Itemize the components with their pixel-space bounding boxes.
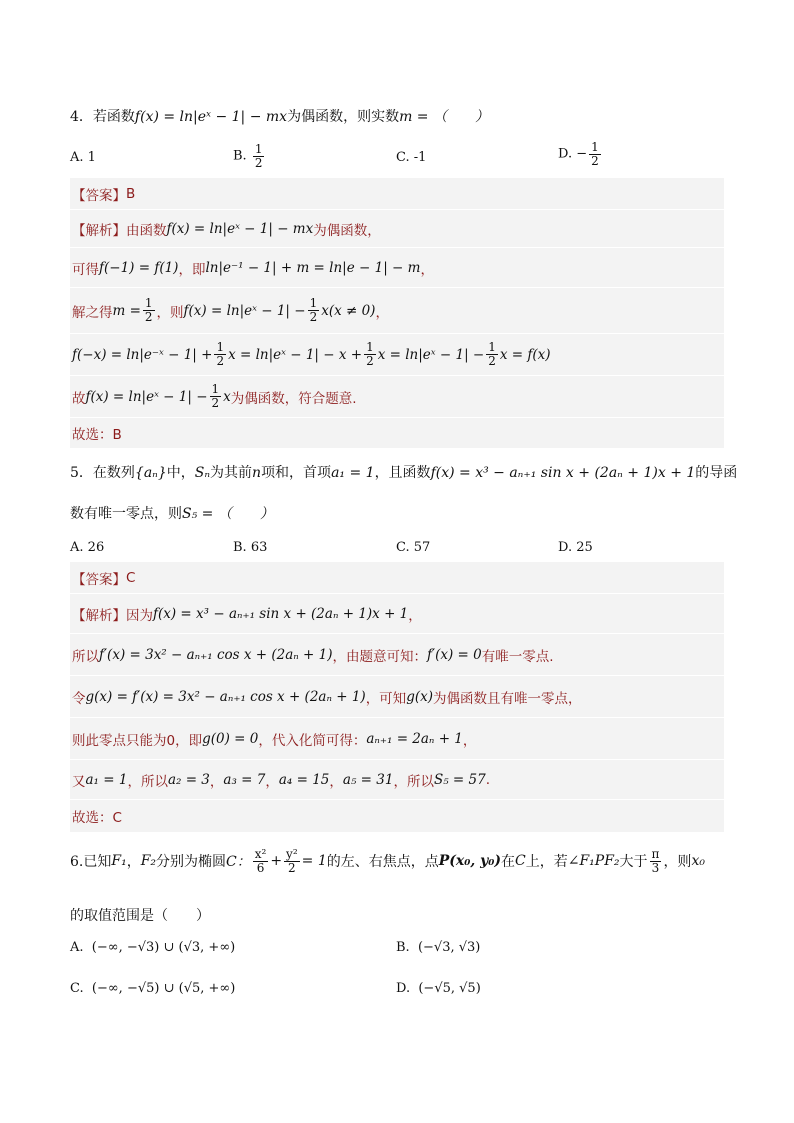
option-value: (−√3, √3) [417, 940, 481, 955]
formula: S₅ = 57 [433, 771, 486, 788]
fraction [308, 297, 320, 323]
formula: + [270, 853, 283, 870]
option-fraction [253, 143, 265, 169]
fraction [284, 848, 300, 874]
analysis-tag: 【解析】 [72, 607, 126, 624]
option-fraction [589, 141, 601, 167]
formula: a₃ = 7 [223, 771, 266, 788]
fraction [650, 848, 662, 874]
formula: aₙ₊₁ = 2aₙ + 1 [366, 730, 463, 747]
denominator: 2 [254, 155, 263, 170]
option-sign: − [576, 146, 588, 162]
q4-analysis-line-3 [70, 288, 724, 334]
formula: f(x) = x³ − aₙ₊₁ sin x + (2aₙ + 1)x + 1 [153, 605, 409, 622]
formula: a₁ = 1 [85, 771, 128, 788]
formula: x = ln|eˣ − 1| − [377, 346, 485, 363]
option-label: C. [70, 981, 84, 996]
option-label: B. [233, 540, 247, 555]
option-value: (−∞, −√3) ∪ (√3, +∞) [91, 940, 236, 955]
denominator: 2 [216, 354, 225, 368]
formula: ∠F₁PF₂ [567, 853, 620, 870]
text: 可得 [72, 261, 99, 278]
numerator: 1 [144, 296, 153, 311]
q4-function: f(x) = ln|eˣ − 1| − mx [134, 109, 288, 125]
text: ，所以 [393, 773, 434, 790]
text: 的取值范围是（ ） [70, 908, 210, 924]
option-label: D. [558, 540, 573, 555]
numerator: 1 [488, 340, 496, 355]
q5-analysis-line-1 [70, 594, 724, 634]
numerator: y² [286, 847, 298, 861]
answer-tag: 【答案】 [72, 187, 126, 204]
formula: f(x) = x³ − aₙ₊₁ sin x + (2aₙ + 1)x + 1 [430, 465, 696, 481]
option-label: A. [70, 540, 84, 555]
option-value: (−∞, −√5) ∪ (√5, +∞) [91, 981, 236, 996]
formula: C： [226, 854, 251, 871]
denominator: 2 [591, 153, 599, 168]
text: 中， [166, 465, 195, 481]
q4-variable: m = （ ） [399, 109, 489, 125]
text: 的导函 [695, 465, 738, 481]
formula: P(x₀, y₀) [438, 853, 502, 870]
text: ，则 [663, 854, 692, 871]
q5-option-a [70, 540, 104, 555]
q4-stem [70, 106, 489, 126]
text: 为其前 [210, 465, 253, 481]
fraction [214, 341, 226, 367]
text: 为偶函数， [313, 222, 381, 239]
text: 分别为椭圆 [156, 854, 227, 871]
text: 则此零点只能为0，即 [72, 732, 203, 749]
q4-stem-text-2: 为偶函数，则实数 [287, 109, 400, 125]
option-value: 26 [87, 540, 105, 555]
text: 故选：B [72, 427, 122, 443]
formula: a₁ = 1 [331, 465, 375, 481]
numerator: 1 [366, 340, 374, 355]
numerator: π [651, 847, 660, 861]
text: 故选：C [72, 810, 122, 826]
text: ， [375, 304, 389, 321]
numerator: 1 [216, 340, 225, 355]
numerator: 1 [309, 296, 318, 311]
formula: f′(x) = 0 [427, 646, 482, 663]
text: 上，若 [525, 854, 568, 871]
formula: a₅ = 31 [342, 771, 394, 788]
option-value: 57 [413, 540, 431, 555]
formula: x [223, 388, 231, 405]
formula: C [515, 853, 526, 870]
denominator: 2 [288, 860, 296, 875]
text: ，所以 [127, 773, 168, 790]
q5-analysis-line-6 [70, 800, 724, 832]
q6-option-a [70, 940, 235, 955]
text: 令 [72, 690, 86, 707]
denominator: 2 [366, 354, 374, 368]
formula: g(x) = f′(x) = 3x² − aₙ₊₁ cos x + (2aₙ + 1) [85, 688, 366, 705]
text: 有唯一零点. [481, 648, 554, 665]
formula: x₀ [691, 853, 705, 870]
fraction [210, 383, 222, 409]
text: ，则 [156, 304, 184, 321]
text: ， [420, 261, 434, 278]
formula: a₄ = 15 [278, 771, 330, 788]
q5-option-b [233, 540, 267, 555]
option-label: D. [558, 146, 573, 162]
text: 故 [72, 390, 86, 407]
q6-stem-line-2 [70, 905, 210, 925]
formula: x = ln|eˣ − 1| − x + [228, 346, 363, 363]
text: 因为 [126, 607, 153, 624]
formula: x = f(x) [499, 346, 551, 363]
text: 由函数 [126, 222, 167, 239]
answer-value: C [126, 569, 136, 586]
q5-option-d [558, 540, 593, 555]
q4-option-a [70, 150, 96, 165]
text: ，由题意可知： [332, 648, 428, 665]
text: ， [408, 607, 422, 624]
fraction [253, 848, 269, 874]
q5-analysis-line-5 [70, 760, 724, 800]
text: ，代入化简可得： [258, 732, 367, 749]
text: ， [329, 773, 343, 790]
formula: n [252, 465, 262, 481]
fraction [364, 341, 376, 367]
formula: x(x ≠ 0) [321, 302, 376, 319]
denominator: 2 [488, 354, 496, 368]
q6-option-d [396, 981, 481, 996]
option-value: (−√5, √5) [418, 981, 481, 996]
formula: Sₙ [194, 465, 211, 481]
formula: ln|e⁻¹ − 1| + m = ln|e − 1| − m [205, 259, 421, 276]
q4-answer-block [70, 178, 724, 448]
denominator: 2 [211, 396, 220, 410]
option-label: A. [70, 150, 84, 165]
formula: f(−x) = ln|e⁻ˣ − 1| + [72, 346, 213, 363]
q5-analysis-line-4 [70, 718, 724, 760]
option-value: -1 [413, 150, 427, 165]
q4-option-d [558, 141, 603, 167]
text: 数有唯一零点，则 [70, 506, 182, 522]
formula: f′(x) = 3x² − aₙ₊₁ cos x + (2aₙ + 1) [99, 646, 333, 663]
formula: {aₙ} [134, 465, 167, 481]
q4-stem-text: 4．若函数 [70, 109, 135, 125]
option-label: C. [396, 150, 410, 165]
formula: = 1 [301, 853, 327, 870]
denominator: 2 [144, 310, 153, 324]
denominator: 2 [309, 310, 318, 324]
text: ，即 [178, 261, 206, 278]
q4-analysis-line-2 [70, 248, 724, 288]
formula: f(x) = ln|eˣ − 1| − [183, 302, 306, 319]
option-label: B. [396, 940, 410, 955]
q5-stem-line-1 [70, 462, 737, 482]
q4-analysis-line-4 [70, 334, 724, 376]
q5-answer-row [70, 562, 724, 594]
text: 5．在数列 [70, 465, 135, 481]
text: 为偶函数，符合题意. [230, 390, 357, 407]
q5-answer-block [70, 562, 724, 832]
formula: S₅ = （ ） [182, 506, 274, 522]
formula: F₂ [140, 853, 157, 870]
option-label: D. [396, 981, 411, 996]
formula: a₂ = 3 [167, 771, 210, 788]
q4-analysis-line-1 [70, 210, 724, 248]
q4-option-b [233, 143, 266, 169]
fraction [143, 297, 155, 323]
formula: g(x) [406, 688, 433, 705]
option-value: 1 [87, 150, 96, 165]
formula: m = [112, 302, 141, 319]
denominator: 3 [651, 860, 660, 875]
answer-tag: 【答案】 [72, 571, 126, 588]
denominator: 6 [256, 860, 265, 875]
text: ， [265, 773, 279, 790]
q4-answer-row [70, 178, 724, 210]
option-label: A. [70, 940, 84, 955]
fraction [486, 341, 498, 367]
q4-option-c [396, 150, 426, 165]
text: 的左、右焦点，点 [326, 854, 439, 871]
q4-analysis-line-5 [70, 376, 724, 418]
q6-option-c [70, 981, 235, 996]
option-label: C. [396, 540, 410, 555]
text: 项和，首项 [261, 465, 332, 481]
text: 大于 [619, 854, 648, 871]
numerator: 1 [211, 382, 220, 397]
text: 又 [72, 773, 86, 790]
q5-stem-line-2 [70, 503, 274, 523]
numerator: 1 [254, 142, 263, 156]
text: ，可知 [365, 690, 407, 707]
formula: f(−1) = f(1) [99, 259, 179, 276]
formula: f(x) = ln|eˣ − 1| − mx [166, 220, 314, 237]
text: ，且函数 [374, 465, 431, 481]
text: 在 [501, 854, 516, 871]
q5-analysis-line-2 [70, 634, 724, 676]
option-value: 63 [250, 540, 268, 555]
text: ， [126, 854, 141, 871]
analysis-tag: 【解析】 [72, 222, 126, 239]
numerator: 1 [591, 140, 599, 154]
q5-option-c [396, 540, 430, 555]
formula: F₁ [111, 853, 127, 870]
text: 解之得 [72, 304, 113, 321]
q6-option-b [396, 940, 480, 955]
q6-stem-line-1 [70, 848, 705, 874]
q4-analysis-line-6 [70, 418, 724, 448]
formula: g(0) = 0 [202, 730, 259, 747]
option-value: 25 [576, 540, 593, 555]
text: 所以 [72, 648, 99, 665]
text: . [485, 771, 490, 788]
text: ， [209, 773, 224, 790]
option-label: B. [233, 148, 247, 164]
answer-value: B [126, 185, 136, 202]
q5-analysis-line-3 [70, 676, 724, 718]
text: 6.已知 [70, 854, 112, 871]
numerator: x² [254, 847, 267, 861]
formula: f(x) = ln|eˣ − 1| − [85, 388, 208, 405]
text: ， [462, 732, 477, 749]
text: 为偶函数且有唯一零点， [432, 690, 582, 707]
